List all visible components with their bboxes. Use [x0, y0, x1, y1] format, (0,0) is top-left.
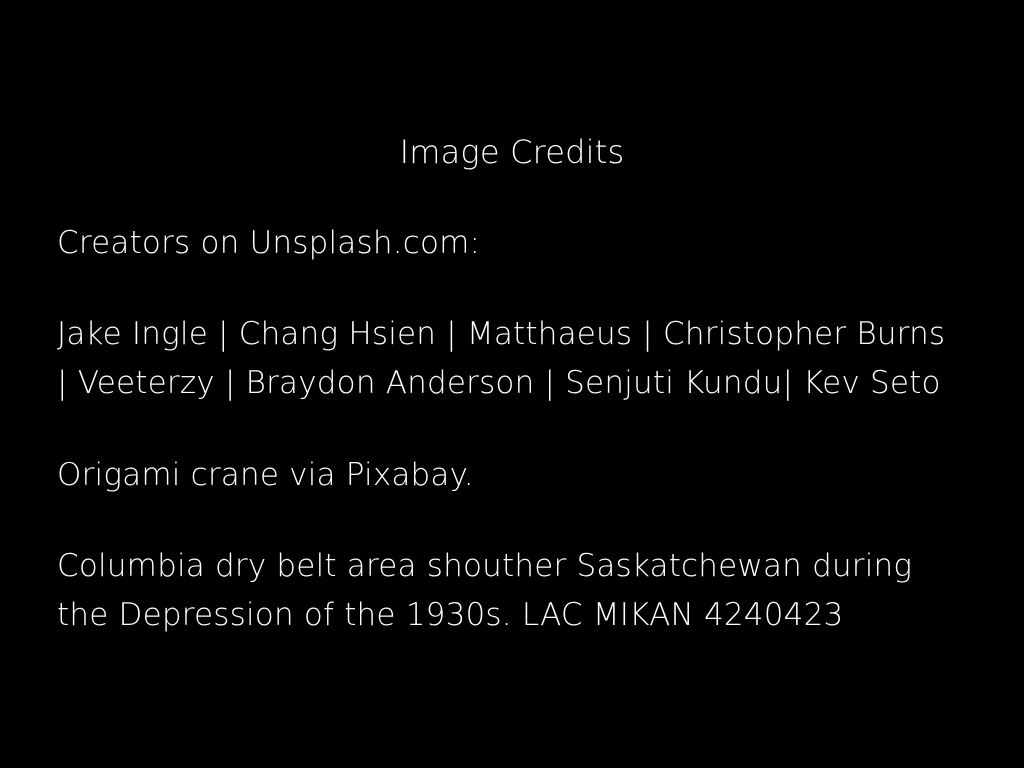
- creators-heading: Creators on Unsplash.com:: [57, 225, 481, 261]
- slide-title: Image Credits: [399, 133, 625, 171]
- archive-credit: [57, 542, 977, 640]
- creators-list-line-1: Jake Ingle | Chang Hsien | Matthaeus | Christopher Burns: [57, 316, 946, 352]
- origami-credit: Origami crane via Pixabay.: [57, 457, 474, 493]
- creators-list-line-2: | Veeterzy | Braydon Anderson | Senjuti Kundu| Kev Seto: [57, 365, 941, 401]
- creators-list: [57, 310, 977, 408]
- archive-credit-line-1: Columbia dry belt area shouther Saskatchewan during: [57, 548, 913, 584]
- archive-credit-line-2: the Depression of the 1930s. LAC MIKAN 4240423: [57, 597, 844, 633]
